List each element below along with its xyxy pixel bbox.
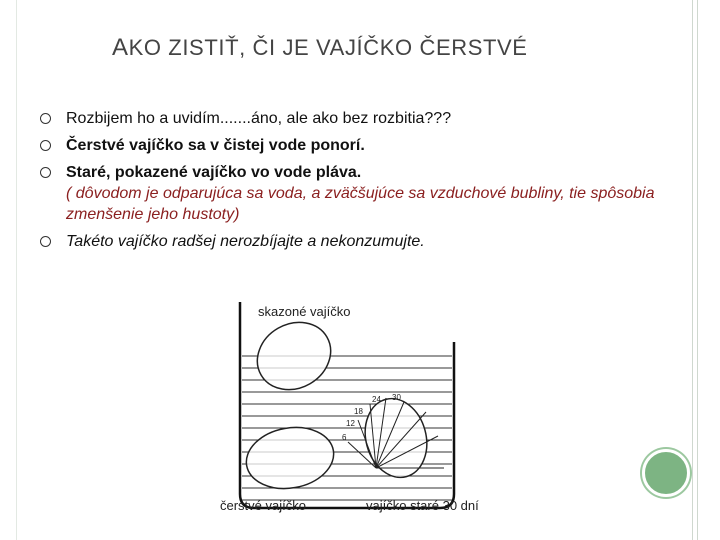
label-spoiled-egg: skazoné vajíčko <box>258 304 351 319</box>
bullet-text: Staré, pokazené vajíčko vo vode pláva. <box>66 164 362 181</box>
bullet-item <box>40 162 670 225</box>
fresh-egg <box>241 421 338 495</box>
slide-border-line <box>16 0 17 540</box>
spoiled-egg <box>245 309 343 402</box>
old-egg <box>357 392 436 485</box>
slide-border-line <box>692 0 693 540</box>
bullet-item <box>40 231 670 252</box>
slide-title <box>112 34 528 62</box>
label-fresh-egg: čerstvé vajíčko <box>220 498 306 513</box>
title-rest: KO ZISTIŤ, ČI JE VAJÍČKO ČERSTVÉ <box>128 35 528 60</box>
ray-label: 30 <box>392 393 401 402</box>
bullet-circle-icon <box>40 236 51 247</box>
bullet-text: Čerstvé vajíčko sa v čistej vode ponorí. <box>66 137 365 154</box>
bullet-circle-icon <box>40 167 51 178</box>
ray-label: 6 <box>342 433 347 442</box>
bullet-list <box>40 108 670 252</box>
egg-water-illustration <box>200 298 500 522</box>
bullet-circle-icon <box>40 140 51 151</box>
egg-diagram <box>200 298 500 522</box>
bullet-circle-icon <box>40 113 51 124</box>
bullet-text: Rozbijem ho a uvidím.......áno, ale ako bez rozbitia??? <box>66 110 452 127</box>
bullet-item <box>40 135 670 156</box>
slide-border-line <box>697 0 698 540</box>
label-old-egg: vajíčko staré 30 dní <box>366 498 479 513</box>
bullet-item <box>40 108 670 129</box>
title-first-letter: A <box>112 34 129 61</box>
ray-label: 24 <box>372 395 381 404</box>
decorative-green-circle <box>642 449 690 497</box>
ray-label: 18 <box>354 407 363 416</box>
ray-label: 12 <box>346 419 355 428</box>
bullet-note: ( dôvodom je odparujúca sa voda, a zväčšujúce sa vzduchové bubliny, tie spôsobia zmenšenie jeho hustoty) <box>66 185 655 223</box>
bullet-text: Takéto vajíčko radšej nerozbíjajte a nekonzumujte. <box>66 233 425 250</box>
